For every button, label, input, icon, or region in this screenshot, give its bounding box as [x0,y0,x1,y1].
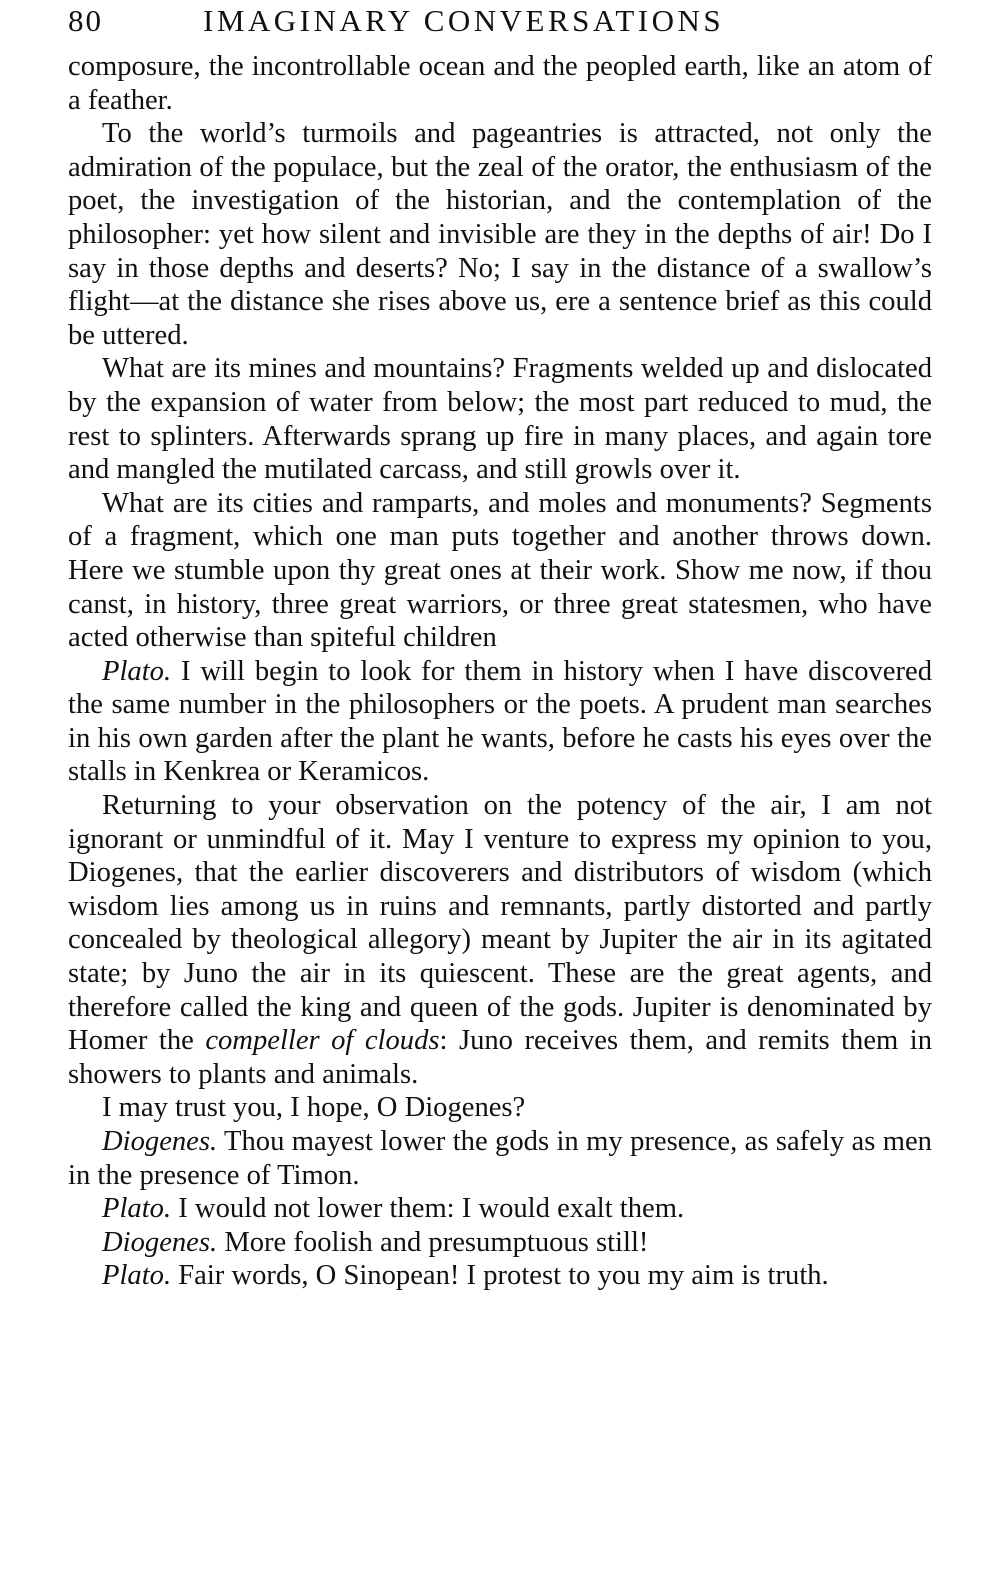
dialogue-paragraph [68,1125,932,1192]
paragraph-text: What are its mines and mountains? Fragments welded up and dislocated by the expansion of water from below; the most part reduced to mud, the rest to splinters. Afterwards sprang up fire in many places, and again tore and mangled the mutilated carcass, and still growls over it. [68,353,932,486]
emphasized-phrase: compeller of clouds [205,1025,440,1057]
paragraph-text: More foolish and presumptuous still! [224,1226,649,1258]
paragraph-text: Thou mayest lower the gods in my presence, as safely as men in the presence of Timon. [68,1126,932,1191]
body-text [68,50,932,1293]
paragraph-text: What are its cities and ramparts, and moles and monuments? Segments of a fragment, which one man puts together and another throws down. Here we stumble upon thy great ones at their work. Show me now, if thou canst, in history, three great warriors, or three great statesmen, who have acted otherwise than spiteful children [68,487,932,654]
dialogue-paragraph [68,1192,932,1226]
paragraph [68,789,932,1091]
paragraph-text: I will begin to look for them in history when I have discovered the same number in the philosophers or the poets. A prudent man searches in his own garden after the plant he wants, before he casts his eyes over the stalls in Kenkrea or Keramicos. [68,655,932,788]
book-title: IMAGINARY CONVERSATIONS [203,3,725,38]
paragraph-text: I may trust you, I hope, O Diogenes? [102,1092,526,1124]
paragraph [68,487,932,655]
paragraph-text: Returning to your observation on the potency of the air, I am not ignorant or unmindful of it. May I venture to express my opinion to you, Diogenes, that the earlier discoverers and distributors of wisdom (which wisdom lies among us in ruins and remnants, partly distorted and partly concealed by theological allegory) meant by Jupiter the air in its agitated state; by Juno the air in its quiescent. These are the great agents, and therefore called the king and queen of the gods. Jupiter is denominated by Homer the [68,790,932,1057]
dialogue-paragraph [68,1259,932,1293]
paragraph-text: : Juno receives them, and remits them in showers to plants and animals. [68,1025,933,1090]
page-number: 80 [68,3,103,38]
paragraph-continued [68,50,932,117]
paragraph-text: composure, the incontrollable ocean and the peopled earth, like an atom of a feather. [68,51,932,116]
paragraph [68,117,932,352]
paragraph [68,352,932,486]
speaker-name: Diogenes. [102,1226,218,1258]
paragraph-text: I would not lower them: I would exalt them. [178,1193,685,1225]
speaker-name: Plato. [102,1193,172,1225]
dialogue-paragraph [68,655,932,789]
running-head [68,0,932,50]
book-page [68,0,932,1293]
speaker-name: Diogenes. [102,1126,218,1157]
speaker-name: Plato. [102,655,172,687]
paragraph [68,1091,932,1125]
paragraph-text: To the world’s turmoils and pageantries is attracted, not only the admiration of the populace, but the zeal of the orator, the enthusiasm of the poet, the investigation of the historian, and the contemplation of the philosopher: yet how silent and invisible are they in the depths of air! Do I say in those depths and deserts? No; I say in the distance of a swallow’s flight—at the distance she rises above us, ere a sentence brief as this could be uttered. [68,118,932,351]
paragraph-text: Fair words, O Sinopean! I protest to you my aim is truth. [178,1260,829,1292]
speaker-name: Plato. [102,1260,172,1292]
dialogue-paragraph [68,1226,932,1260]
